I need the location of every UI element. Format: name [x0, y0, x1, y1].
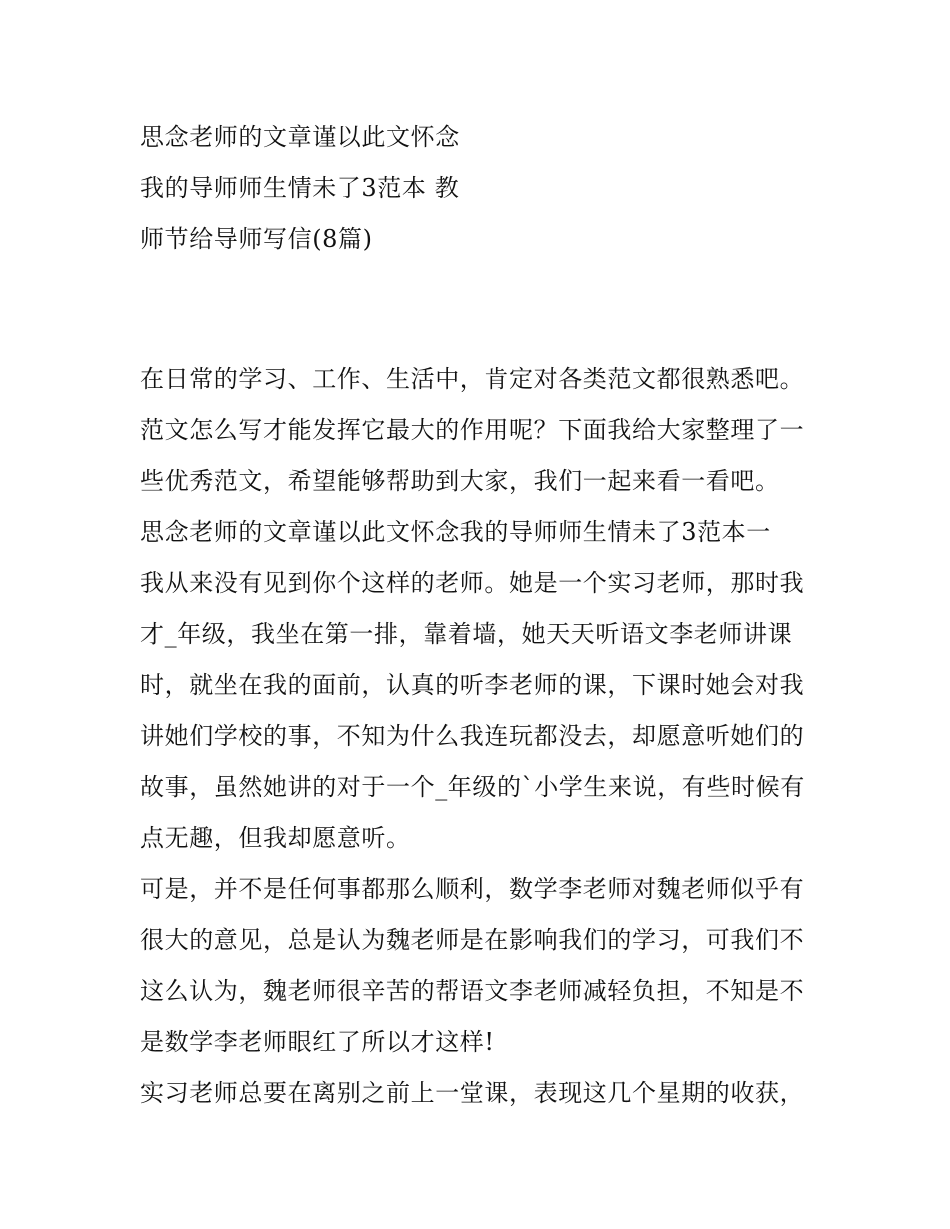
- intro-paragraph: [140, 354, 820, 507]
- section-heading: [140, 507, 820, 558]
- text-line: 时，就坐在我的面前，认真的听李老师的课，下课时她会对我: [140, 671, 805, 699]
- text-line: 范文怎么写才能发挥它最大的作用呢？下面我给大家整理了一: [140, 416, 805, 444]
- text-line: 我从来没有见到你个这样的老师。她是一个实习老师，那时我: [140, 569, 805, 597]
- text-line: 很大的意见，总是认为魏老师是在影响我们的学习，可我们不: [140, 926, 805, 954]
- text-line: 讲她们学校的事，不知为什么我连玩都没去，却愿意听她们的: [140, 722, 805, 750]
- text-line: 故事，虽然她讲的对于一个_年级的`小学生来说，有些时候有: [140, 773, 805, 801]
- document-title: [140, 112, 840, 265]
- text-line: 可是，并不是任何事都那么顺利，数学李老师对魏老师似乎有: [140, 875, 805, 903]
- text-line: 在日常的学习、工作、生活中，肯定对各类范文都很熟悉吧。: [140, 365, 805, 393]
- body-paragraph: [140, 864, 820, 1068]
- text-line: 才_年级，我坐在第一排，靠着墙，她天天听语文李老师讲课: [140, 620, 793, 648]
- title-line: 师节给导师写信(8篇): [140, 225, 373, 253]
- text-line: 思念老师的文章谨以此文怀念我的导师师生情未了3范本一: [140, 518, 771, 546]
- text-line: 些优秀范文，希望能够帮助到大家，我们一起来看一看吧。: [140, 467, 780, 495]
- text-line: 是数学李老师眼红了所以才这样!: [140, 1028, 495, 1056]
- body-paragraph: [140, 1068, 820, 1119]
- document-body: [140, 354, 820, 1119]
- body-paragraph: [140, 558, 820, 864]
- text-line: 实习老师总要在离别之前上一堂课，表现这几个星期的收获，: [140, 1079, 805, 1107]
- text-line: 点无趣，但我却愿意听。: [140, 824, 411, 852]
- text-line: 这么认为，魏老师很辛苦的帮语文李老师减轻负担，不知是不: [140, 977, 805, 1005]
- title-line: 我的导师师生情未了3范本 教: [140, 174, 460, 202]
- title-line: 思念老师的文章谨以此文怀念: [140, 123, 460, 151]
